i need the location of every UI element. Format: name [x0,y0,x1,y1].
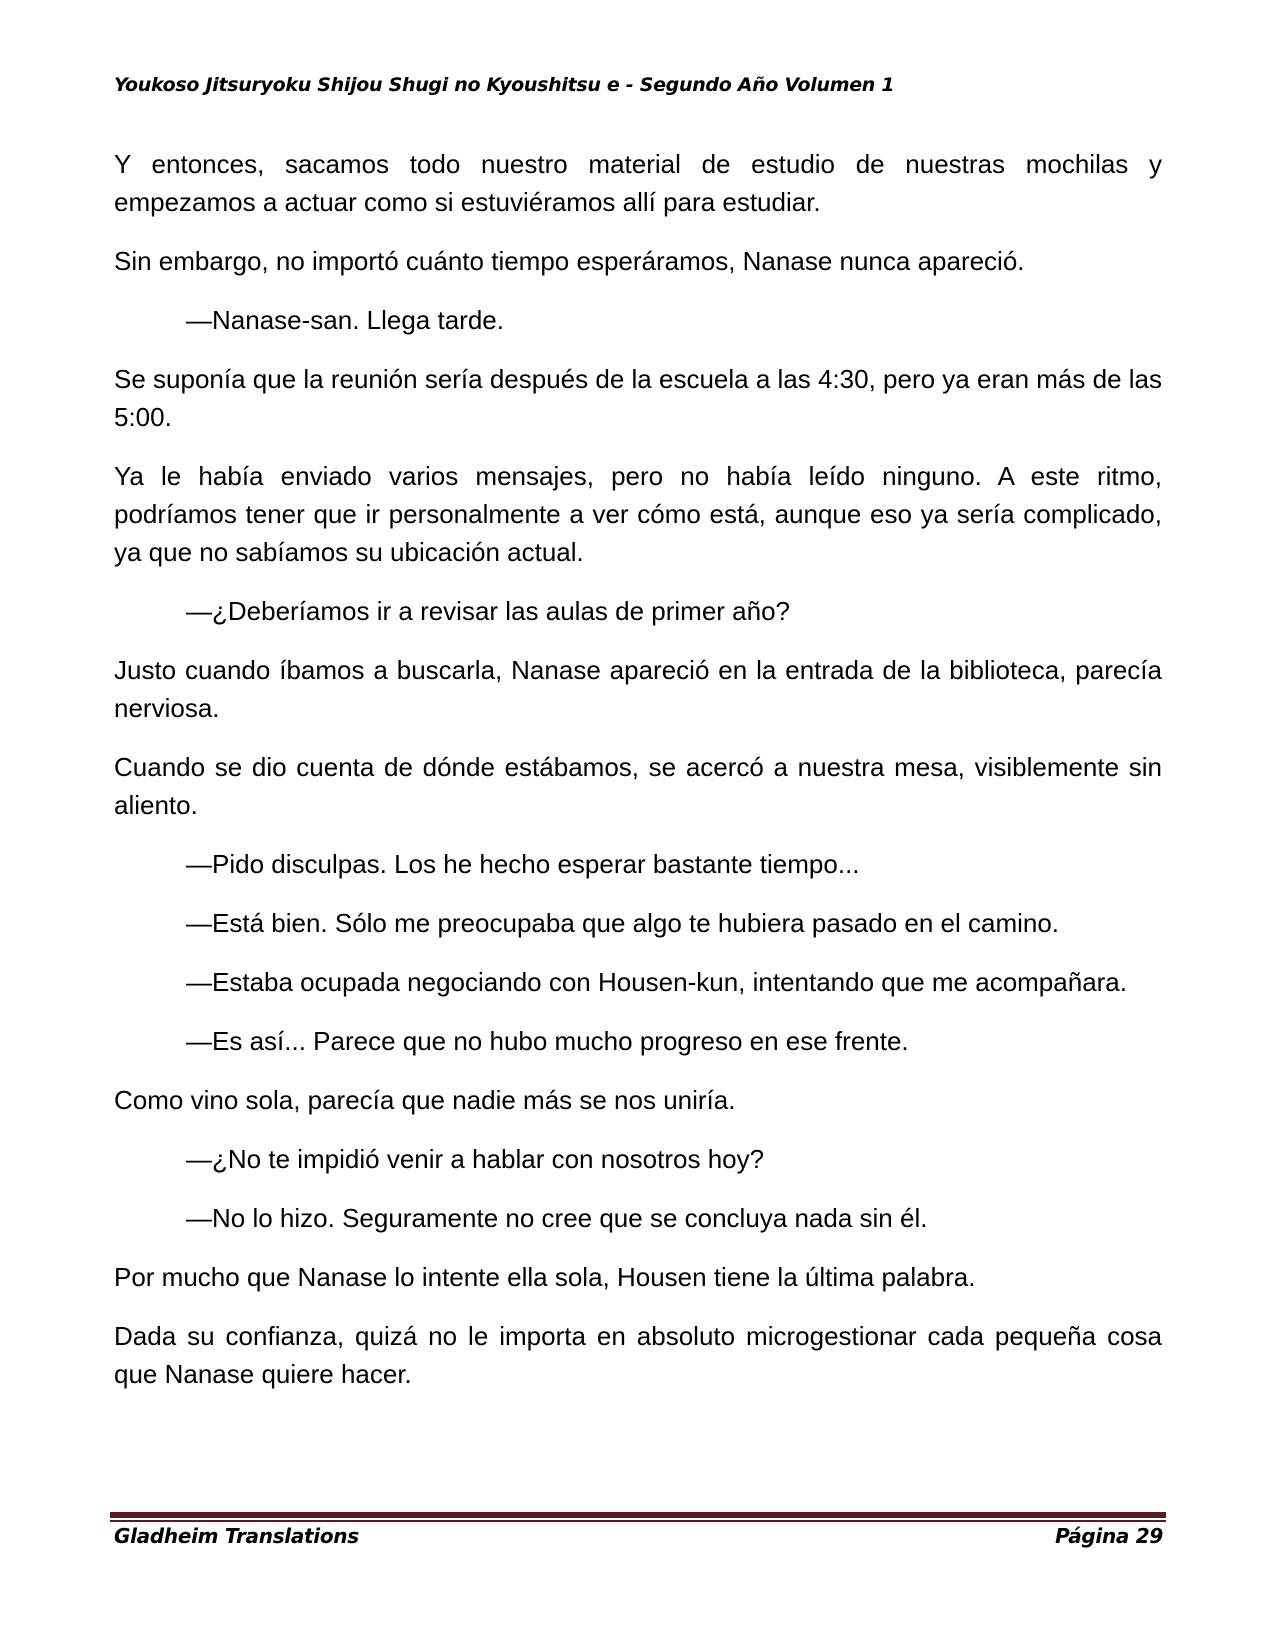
paragraph: Como vino sola, parecía que nadie más se nos uniría. [114,1085,736,1115]
paragraph: Por mucho que Nanase lo intente ella sola, Housen tiene la última palabra. [114,1262,976,1292]
paragraph: Cuando se dio cuenta de dónde estábamos, se acercó a nuestra mesa, visiblemente sin aliento. [114,752,1162,820]
running-header: Youkoso Jitsuryoku Shijou Shugi no Kyoushitsu e - Segundo Año Volumen 1 [114,74,895,96]
dialogue-line: —¿Deberíamos ir a revisar las aulas de primer año? [186,596,791,626]
page-number: Página 29 [1055,1524,1163,1548]
dialogue-line: —Es así... Parece que no hubo mucho progreso en ese frente. [186,1026,909,1056]
dialogue-line: —Pido disculpas. Los he hecho esperar bastante tiempo... [186,849,860,879]
paragraph: Sin embargo, no importó cuánto tiempo esperáramos, Nanase nunca apareció. [114,246,1025,276]
dialogue-line: —¿No te impidió venir a hablar con nosotros hoy? [186,1144,765,1174]
footer-credit: Gladheim Translations [114,1524,359,1548]
paragraph: Se suponía que la reunión sería después de la escuela a las 4:30, pero ya eran más de las 5:00. [114,364,1162,432]
body-text [114,145,1162,1414]
dialogue-line: —Está bien. Sólo me preocupaba que algo te hubiera pasado en el camino. [186,908,1060,938]
dialogue-line: —No lo hizo. Seguramente no cree que se concluya nada sin él. [186,1203,928,1233]
paragraph: Y entonces, sacamos todo nuestro material de estudio de nuestras mochilas y empezamos a actuar como si estuviéramos allí para estudiar. [114,149,1162,217]
dialogue-line: —Estaba ocupada negociando con Housen-kun, intentando que me acompañara. [186,967,1127,997]
dialogue-line: —Nanase-san. Llega tarde. [186,305,504,335]
paragraph: Ya le había enviado varios mensajes, pero no había leído ninguno. A este ritmo, podríamos tener que ir personalmente a ver cómo está, aunque eso ya sería complicado, ya que no sabíamos su ubicación actual. [114,461,1162,567]
paragraph: Dada su confianza, quizá no le importa en absoluto microgestionar cada pequeña cosa que Nanase quiere hacer. [114,1321,1162,1389]
paragraph: Justo cuando íbamos a buscarla, Nanase apareció en la entrada de la biblioteca, parecía nerviosa. [114,655,1162,723]
